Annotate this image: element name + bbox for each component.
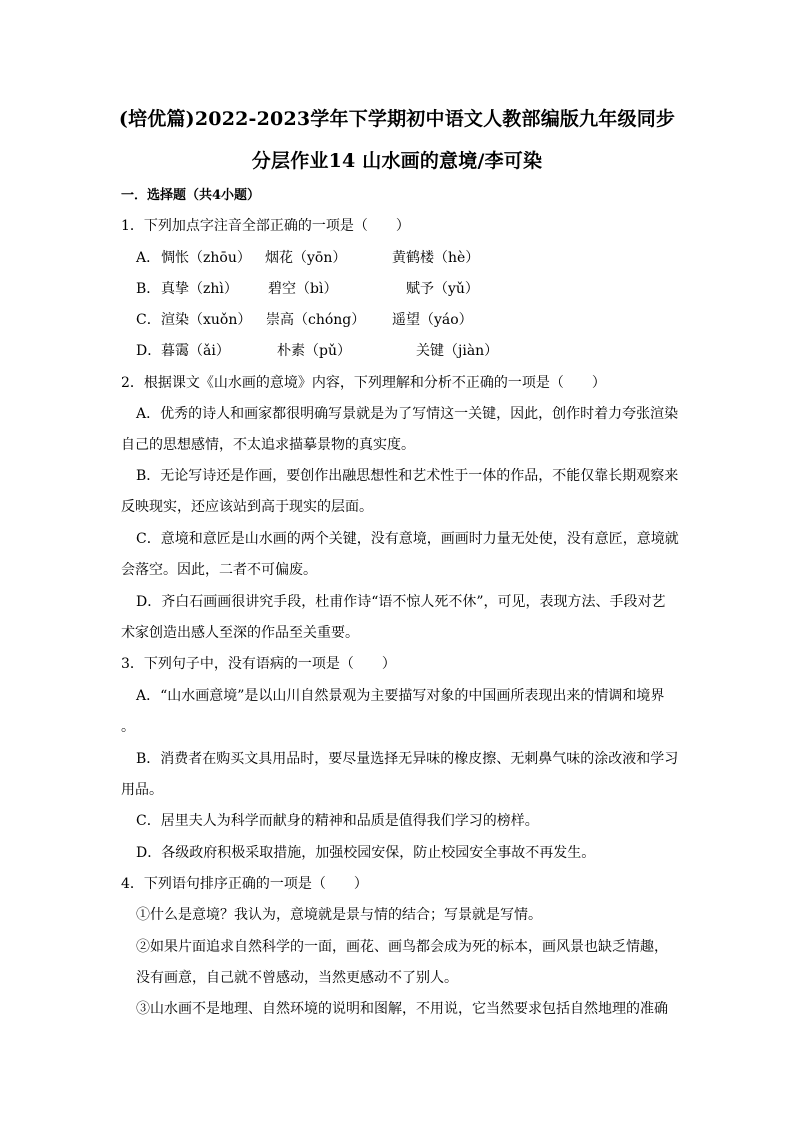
option-label: D． bbox=[136, 343, 162, 359]
question-2-option-c: C．意境和意匠是山水画的两个关键，没有意境，画画时力量无处使，没有意匠，意境就 bbox=[136, 531, 679, 547]
option-item: 渲染（xuǒn） bbox=[161, 312, 252, 328]
question-2-option-b-cont: 反映现实，还应该站到高于现实的层面。 bbox=[121, 499, 373, 515]
question-2-option-c-cont: 会落空。因此，二者不可偏废。 bbox=[121, 562, 317, 578]
option-item: 碧空（bì） bbox=[268, 281, 338, 297]
option-item: 赋予（yǔ） bbox=[406, 281, 479, 297]
question-4-sentence-2: ②如果片面追求自然科学的一面，画花、画鸟都会成为死的标本，画风景也缺乏情趣， bbox=[136, 939, 668, 955]
option-item: 烟花（yōn） bbox=[265, 250, 347, 266]
question-2-option-a: A．优秀的诗人和画家都很明确写景就是为了写情这一关键，因此，创作时着力夸张渲染 bbox=[136, 406, 679, 422]
option-label: C． bbox=[136, 312, 161, 328]
option-item: 朴素（pǔ） bbox=[277, 343, 351, 359]
option-label: B． bbox=[136, 281, 161, 297]
question-3-option-c: C．居里夫人为科学而献身的精神和品质是值得我们学习的榜样。 bbox=[136, 813, 539, 829]
question-2-option-b: B．无论写诗还是作画，要创作出融思想性和艺术性于一体的作品，不能仅靠长期观察来 bbox=[136, 468, 679, 484]
question-3-option-b-cont: 用品。 bbox=[121, 782, 163, 798]
option-item: 惆怅（zhōu） bbox=[161, 250, 251, 266]
question-4-sentence-1: ①什么是意境？我认为，意境就是景与情的结合；写景就是写情。 bbox=[136, 907, 542, 923]
question-2-stem: 2．根据课文《山水画的意境》内容，下列理解和分析不正确的一项是（ ） bbox=[121, 375, 606, 391]
option-item: 真挚（zhì） bbox=[161, 281, 238, 297]
question-3-option-a-cont: 。 bbox=[121, 719, 135, 735]
question-3-stem: 3．下列句子中，没有语病的一项是（ ） bbox=[121, 656, 396, 672]
question-2-option-d: D．齐白石画画很讲究手段，杜甫作诗“语不惊人死不休”，可见，表现方法、手段对艺 bbox=[136, 594, 666, 610]
question-3-option-b: B．消费者在购买文具用品时，要尽量选择无异味的橡皮擦、无刺鼻气味的涂改液和学习 bbox=[136, 751, 679, 767]
option-item: 关键（jiàn） bbox=[416, 343, 499, 359]
question-2-option-d-cont: 术家创造出感人至深的作品至关重要。 bbox=[121, 625, 359, 641]
question-3-option-d: D．各级政府积极采取措施，加强校园安保，防止校园安全事故不再发生。 bbox=[136, 845, 596, 861]
document-title-line2: 分层作业14 山水画的意境/李可染 bbox=[251, 150, 543, 172]
document-title-line1: (培优篇)2022-2023学年下学期初中语文人教部编版九年级同步 bbox=[118, 108, 676, 130]
question-1-stem: 1．下列加点字注音全部正确的一项是（ ） bbox=[121, 218, 410, 234]
option-label: A． bbox=[136, 250, 161, 266]
section-heading: 一．选择题（共4小题） bbox=[121, 188, 261, 203]
question-3-option-a: A．“山水画意境”是以山川自然景观为主要描写对象的中国画所表现出来的情调和境界 bbox=[136, 688, 665, 704]
question-4-sentence-2-cont: 没有画意，自己就不曾感动，当然更感动不了别人。 bbox=[136, 970, 458, 986]
option-item: 遥望（yáo） bbox=[392, 312, 473, 328]
question-4-stem: 4．下列语句排序正确的一项是（ ） bbox=[121, 876, 368, 892]
question-2-option-a-cont: 自己的思想感情，不太追求描摹景物的真实度。 bbox=[121, 437, 415, 453]
option-item: 黄鹤楼（hè） bbox=[392, 250, 480, 266]
question-4-sentence-3: ③山水画不是地理、自然环境的说明和图解，不用说，它当然要求包括自然地理的准确 bbox=[136, 1001, 668, 1017]
option-item: 崇高（chóng） bbox=[266, 312, 366, 328]
option-item: 暮霭（ǎi） bbox=[161, 343, 230, 359]
